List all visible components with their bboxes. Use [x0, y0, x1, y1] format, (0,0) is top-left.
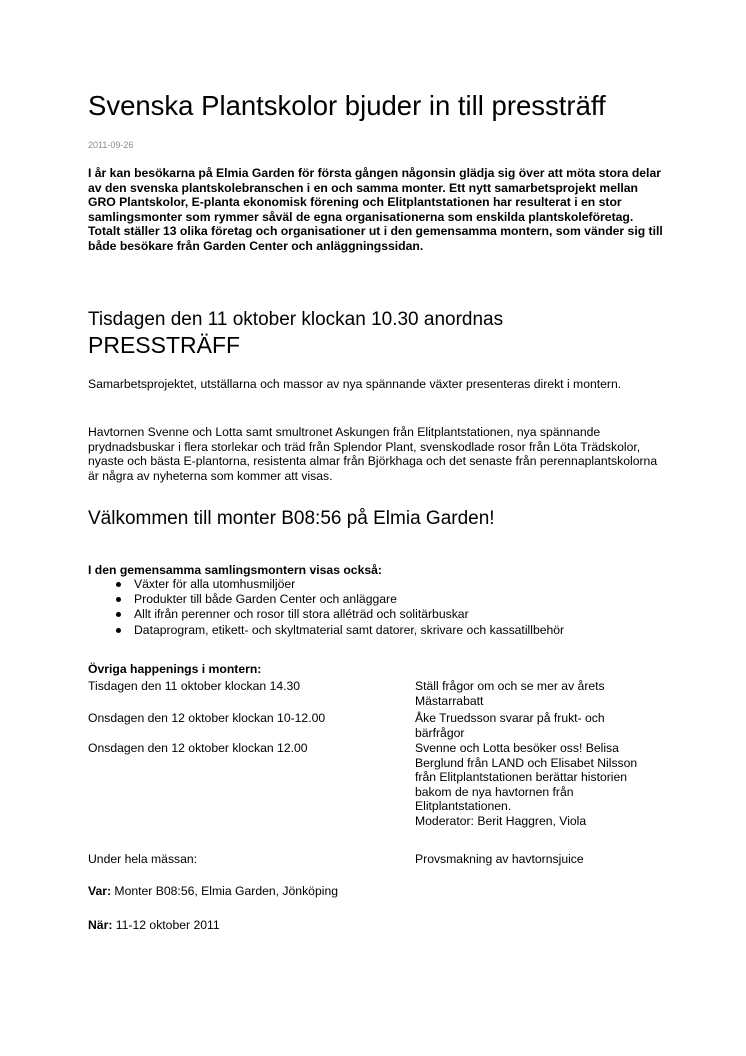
event-description-block	[415, 741, 645, 829]
list-item: Produkter till både Garden Center och anläggare	[88, 592, 564, 607]
welcome-heading: Välkommen till monter B08:56 på Elmia Garden!	[88, 508, 495, 529]
publish-date: 2011-09-26	[88, 140, 134, 150]
event-time: Under hela mässan:	[88, 852, 198, 866]
also-list	[88, 577, 564, 638]
when-label: När:	[88, 918, 113, 932]
event-time: Tisdagen den 11 oktober klockan 14.30	[88, 679, 301, 693]
press-heading-line2: PRESSTRÄFF	[88, 332, 241, 358]
event-time: Onsdagen den 12 oktober klockan 10-12.00	[88, 711, 326, 725]
paragraph-intro: Samarbetsprojektet, utställarna och massor av nya spännande växter presenteras direkt i montern.	[88, 377, 622, 391]
event-description: Svenne och Lotta besöker oss! Belisa Berglund från LAND och Elisabet Nilsson från Elitplantstationen berättar historien bakom de nya havtornen från Elitplantstationen.	[415, 741, 638, 814]
paragraph-news: Havtornen Svenne och Lotta samt smultronet Askungen från Elitplantstationen, nya spännande prydnadsbuskar i flera storlekar och träd från Splendor Plant, svenskodlade rosor från Löta Trädskolor, nyaste och bästa E-plantorna, resistenta almar från Björkhaga och det senaste från perennaplantskolorna är några av nyheterna som kommer att visas.	[88, 425, 658, 483]
where-line	[88, 884, 338, 899]
also-heading: I den gemensamma samlingsmontern visas också:	[88, 563, 382, 577]
list-item: Växter för alla utomhusmiljöer	[88, 577, 564, 592]
event-description: Åke Truedsson svarar på frukt- och bärfrågor	[415, 711, 605, 740]
document-title: Svenska Plantskolor bjuder in till pressträff	[88, 90, 606, 121]
bullet-icon	[116, 628, 121, 633]
event-description: Provsmakning av havtornsjuice	[415, 852, 584, 866]
event-time: Onsdagen den 12 oktober klockan 12.00	[88, 741, 308, 755]
lead-paragraph: I år kan besökarna på Elmia Garden för första gången någonsin glädja sig över att möta stora delar av den svenska plantskolebranschen i en och samma monter. Ett nytt samarbetsprojekt mellan GRO Plantskolor, E-planta ekonomisk förening och Elitplantstationen har resulterat i en stor samlingsmonter som rymmer såväl de egna organisationerna som enskilda plantskoleföretag. Totalt ställer 13 olika företag och organisationer ut i den gemensamma montern, som vänder sig till både besökare från Garden Center och anläggningssidan.	[88, 166, 663, 253]
event-moderator: Moderator: Berit Haggren, Viola	[415, 813, 587, 828]
bullet-icon	[116, 582, 121, 587]
bullet-icon	[116, 597, 121, 602]
list-item: Dataprogram, etikett- och skyltmaterial samt datorer, skrivare och kassatillbehör	[88, 623, 564, 638]
events-heading: Övriga happenings i montern:	[88, 662, 262, 676]
bullet-icon	[116, 612, 121, 617]
event-description: Ställ frågor om och se mer av årets Mästarrabatt	[415, 679, 605, 708]
when-value: 11-12 oktober 2011	[112, 918, 220, 932]
where-value: Monter B08:56, Elmia Garden, Jönköping	[111, 884, 338, 898]
list-item: Allt ifrån perenner och rosor till stora alléträd och solitärbuskar	[88, 607, 564, 622]
press-heading-line1: Tisdagen den 11 oktober klockan 10.30 anordnas	[88, 309, 504, 330]
when-line	[88, 918, 220, 933]
where-label: Var:	[88, 884, 112, 898]
